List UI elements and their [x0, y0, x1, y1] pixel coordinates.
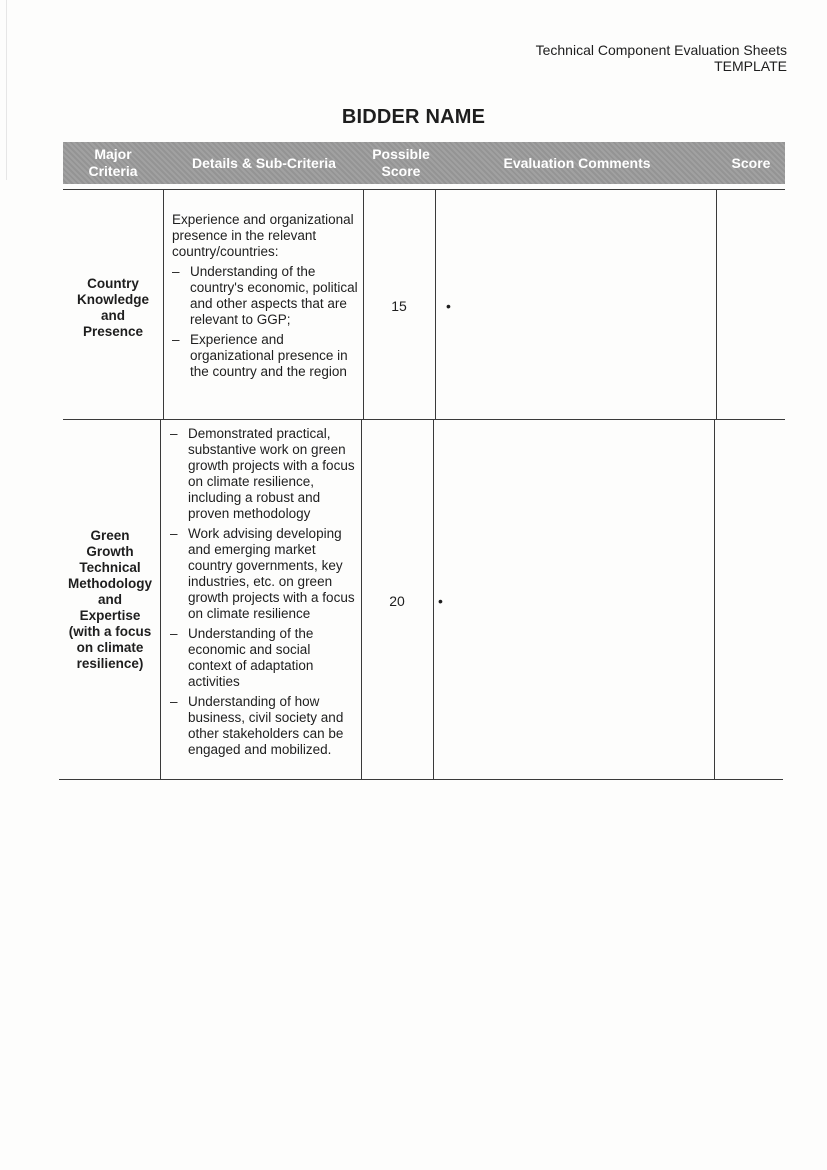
list-item: – Demonstrated practical, substantive work on green growth projects with a focus on climate resilience, including a robust and proven methodology [170, 426, 355, 521]
possible-score-value: 15 [391, 298, 407, 314]
table-top-rule [63, 189, 785, 190]
details-intro: Experience and organizational presence in the relevant country/countries: [172, 212, 354, 259]
criteria-country-knowledge: Country Knowledge and Presence [76, 276, 149, 339]
document-header [536, 42, 787, 74]
list-item: – Work advising developing and emerging market country governments, key industries, etc. on green growth projects with a focus on climate resilience [170, 526, 355, 621]
list-item: – Understanding of how business, civil society and other stakeholders can be engaged and mobilized. [170, 694, 344, 757]
column-divider [163, 189, 164, 420]
column-divider [716, 189, 717, 420]
table-bottom-rule [59, 779, 783, 780]
details-green-growth [170, 426, 356, 762]
column-divider [435, 189, 436, 420]
column-divider [714, 419, 715, 780]
details-country-knowledge [172, 212, 358, 384]
possible-score-value: 20 [389, 593, 405, 609]
column-header-details: Details & Sub-Criteria [192, 154, 336, 171]
table-header [63, 142, 785, 184]
column-header-major-criteria: Major Criteria [88, 146, 138, 179]
evaluation-comment-bullet: • [446, 298, 451, 314]
criteria-green-growth: Green Growth Technical Methodology and Expertise (with a focus on climate resilience) [68, 528, 152, 671]
page-title: BIDDER NAME [341, 106, 486, 128]
evaluation-comment-bullet: • [438, 593, 443, 609]
row-divider [63, 419, 785, 420]
list-item: – Understanding of the country's economic, political and other aspects that are relevant to GGP; [172, 264, 358, 327]
list-item: – Understanding of the economic and social context of adaptation activities [170, 626, 314, 689]
column-header-evaluation-comments: Evaluation Comments [503, 154, 651, 171]
column-divider [160, 419, 161, 780]
list-item: – Experience and organizational presence in the country and the region [172, 332, 348, 379]
header-doc-title: Technical Component Evaluation Sheets [535, 42, 787, 58]
column-divider [433, 419, 434, 780]
column-header-score: Score [731, 154, 771, 171]
column-header-possible-score: Possible Score [372, 146, 430, 179]
page-edge [6, 0, 7, 180]
header-template-label: TEMPLATE [714, 58, 787, 74]
